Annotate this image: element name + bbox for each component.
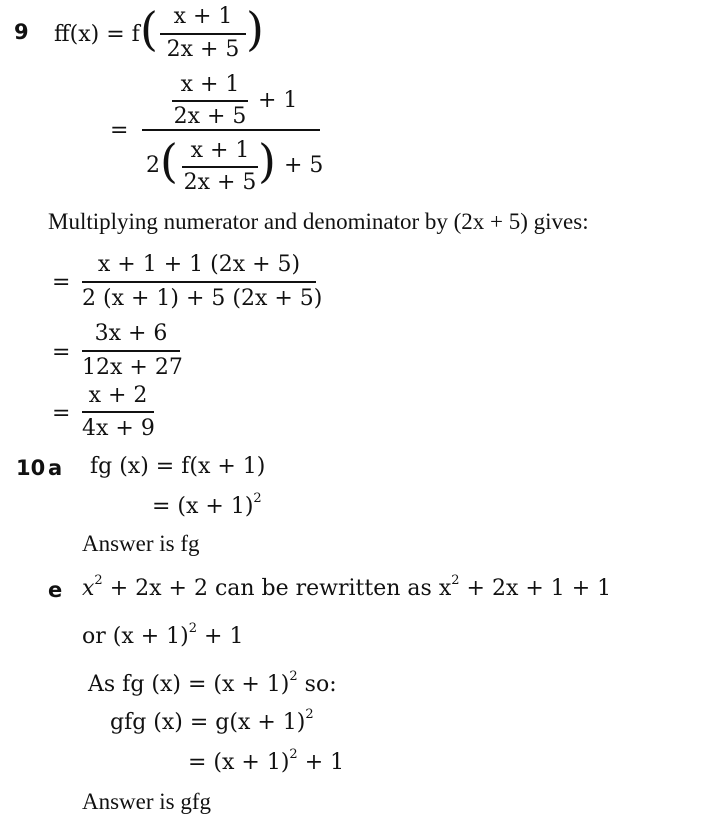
q10e-line3-tail: so: — [304, 672, 337, 697]
step3-numerator: x + 2 — [88, 383, 148, 408]
plus-five: + 5 — [284, 153, 324, 178]
step3-denominator: 4x + 9 — [82, 416, 155, 441]
inner-frac-num: x + 1 — [180, 72, 240, 97]
q10a-line2 — [152, 491, 262, 519]
q10e-line3-text: As fg (x) = (x + 1) — [88, 672, 290, 697]
inner-frac-den: 2x + 5 — [173, 104, 247, 129]
part-label-e: e — [48, 578, 63, 602]
q10e-line1-end: + 2x + 1 + 1 — [466, 576, 612, 601]
main-fraction-bar — [142, 129, 320, 131]
exponent: 2 — [289, 669, 298, 684]
exponent: 2 — [253, 491, 262, 506]
step1-denominator: 2 (x + 1) + 5 (2x + 5) — [82, 286, 323, 311]
fraction-bar — [82, 411, 154, 413]
step1-numerator: x + 1 + 1 (2x + 5) — [97, 252, 301, 277]
step2-numerator: 3x + 6 — [94, 321, 168, 346]
q10e-answer: Answer is gfg — [82, 789, 212, 814]
q10a-answer: Answer is fg — [82, 531, 200, 556]
variable-x: x — [82, 576, 95, 601]
q9-lhs-text: ff(x) = f — [54, 22, 140, 47]
q10e-line3 — [88, 669, 337, 697]
q9-lhs — [54, 24, 140, 46]
q10a-line2-text: = (x + 1) — [152, 494, 254, 519]
equals-sign: = — [52, 340, 71, 365]
q10e-line4-text: gfg (x) = g(x + 1) — [110, 710, 306, 735]
q10e-line5 — [188, 747, 345, 775]
q10e-line4 — [110, 707, 314, 735]
left-paren-icon: ( — [140, 2, 158, 56]
q9-frac-num: x + 1 — [173, 4, 233, 29]
fraction-bar — [172, 100, 248, 102]
coefficient-two: 2 — [146, 153, 160, 178]
exponent: 2 — [289, 747, 298, 762]
fraction-bar — [82, 350, 180, 352]
q10e-line2-tail: + 1 — [204, 624, 244, 649]
right-paren-icon: ) — [258, 134, 276, 188]
step2-denominator: 12x + 27 — [82, 355, 183, 380]
denom-frac-num: x + 1 — [190, 138, 250, 163]
q10e-line1 — [82, 573, 612, 601]
equals-sign: = — [52, 401, 71, 426]
question-number-10: 10 — [16, 456, 46, 480]
q9-frac-den: 2x + 5 — [166, 37, 240, 62]
exponent: 2 — [305, 707, 314, 722]
exponent: 2 — [188, 621, 198, 636]
fraction-bar — [82, 281, 316, 283]
q10e-line5-tail: + 1 — [304, 750, 345, 775]
plus-one: + 1 — [258, 88, 298, 113]
denom-frac-den: 2x + 5 — [183, 170, 257, 195]
q9-explanation: Multiplying numerator and denominator by (2x + 5) gives: — [48, 209, 589, 234]
q10e-line1-mid: + 2x + 2 can be rewritten as x — [109, 576, 452, 601]
left-paren-icon: ( — [160, 134, 178, 188]
q10e-line2-text: or (x + 1) — [82, 624, 189, 649]
fraction-bar — [182, 166, 258, 168]
q10e-line2 — [82, 621, 244, 649]
question-number-9: 9 — [14, 20, 29, 44]
exponent: 2 — [94, 573, 103, 588]
right-paren-icon: ) — [246, 2, 264, 56]
q10e-line5-text: = (x + 1) — [188, 750, 290, 775]
part-label-a: a — [48, 456, 63, 480]
exponent: 2 — [451, 573, 460, 588]
fraction-bar — [160, 33, 246, 35]
equals-sign: = — [52, 270, 71, 295]
q10a-line1: fg (x) = f(x + 1) — [90, 454, 266, 479]
equals-sign: = — [110, 118, 129, 143]
